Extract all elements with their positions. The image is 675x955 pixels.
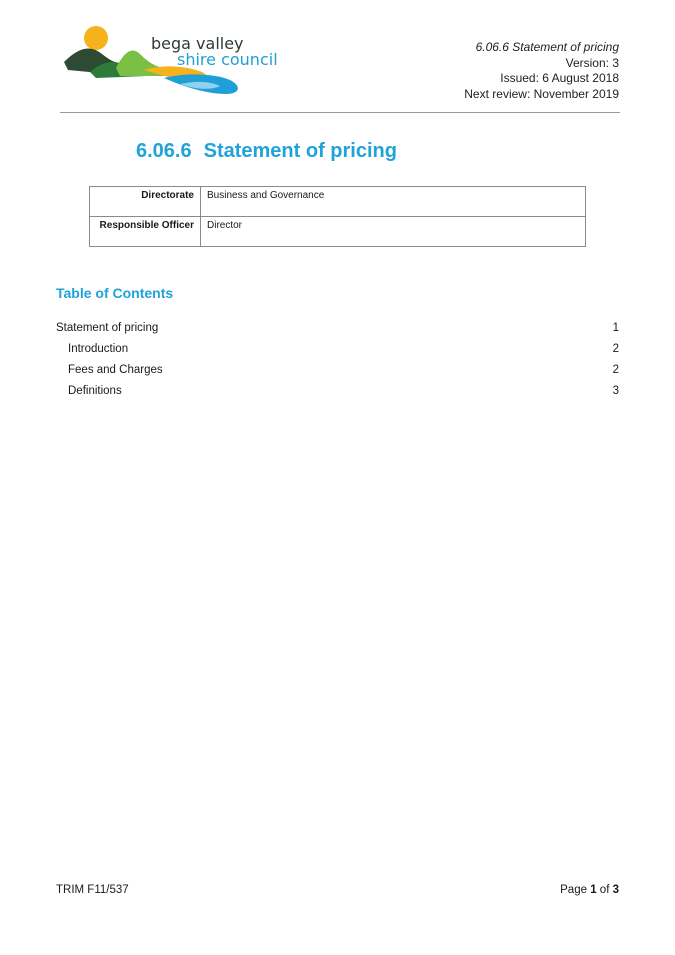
- toc-entry-statement-of-pricing[interactable]: [56, 322, 619, 343]
- table-row: [90, 187, 586, 217]
- toc-entry-definitions[interactable]: [56, 385, 619, 406]
- toc-entry-page: 2: [612, 364, 619, 376]
- directorate-label: Directorate: [90, 187, 201, 217]
- page-title-text: Statement of pricing: [203, 140, 397, 162]
- footer-of-word: of: [599, 884, 610, 896]
- toc-heading: Table of Contents: [56, 285, 174, 301]
- header-divider: [60, 112, 620, 113]
- toc-entry-label: Statement of pricing: [56, 322, 159, 334]
- responsible-officer-value: Director: [201, 217, 586, 247]
- toc-entry-fees-and-charges[interactable]: [56, 364, 619, 385]
- header-issued: Issued: 6 August 2018: [500, 71, 619, 85]
- footer-page-number: [560, 884, 619, 896]
- document-header-info: [464, 40, 619, 102]
- toc-entry-label: Introduction: [68, 343, 129, 355]
- toc-entry-page: 3: [612, 385, 619, 397]
- logo-text-line2: shire council: [177, 50, 278, 69]
- table-row: [90, 217, 586, 247]
- table-of-contents: [56, 322, 619, 406]
- toc-entry-introduction[interactable]: [56, 343, 619, 364]
- toc-entry-label: Fees and Charges: [68, 364, 163, 376]
- council-logo: [60, 20, 285, 98]
- header-doc-title: 6.06.6 Statement of pricing: [475, 40, 619, 54]
- toc-entry-page: 1: [612, 322, 619, 334]
- directorate-value: Business and Governance: [201, 187, 586, 217]
- responsible-officer-label: Responsible Officer: [90, 217, 201, 247]
- page-title-number: 6.06.6: [136, 140, 192, 162]
- footer-page-word: Page: [560, 884, 587, 896]
- header-next-review: Next review: November 2019: [464, 86, 619, 101]
- logo-text-line1: bega valley: [151, 34, 244, 53]
- toc-entry-label: Definitions: [68, 385, 122, 397]
- toc-entry-page: 2: [612, 343, 619, 355]
- footer-current-page: 1: [590, 884, 597, 896]
- responsibility-table: [89, 186, 586, 247]
- page-title: [136, 140, 397, 163]
- footer-trim-reference: TRIM F11/537: [56, 884, 129, 896]
- header-version: Version: 3: [565, 55, 619, 70]
- footer-total-pages: 3: [612, 884, 619, 896]
